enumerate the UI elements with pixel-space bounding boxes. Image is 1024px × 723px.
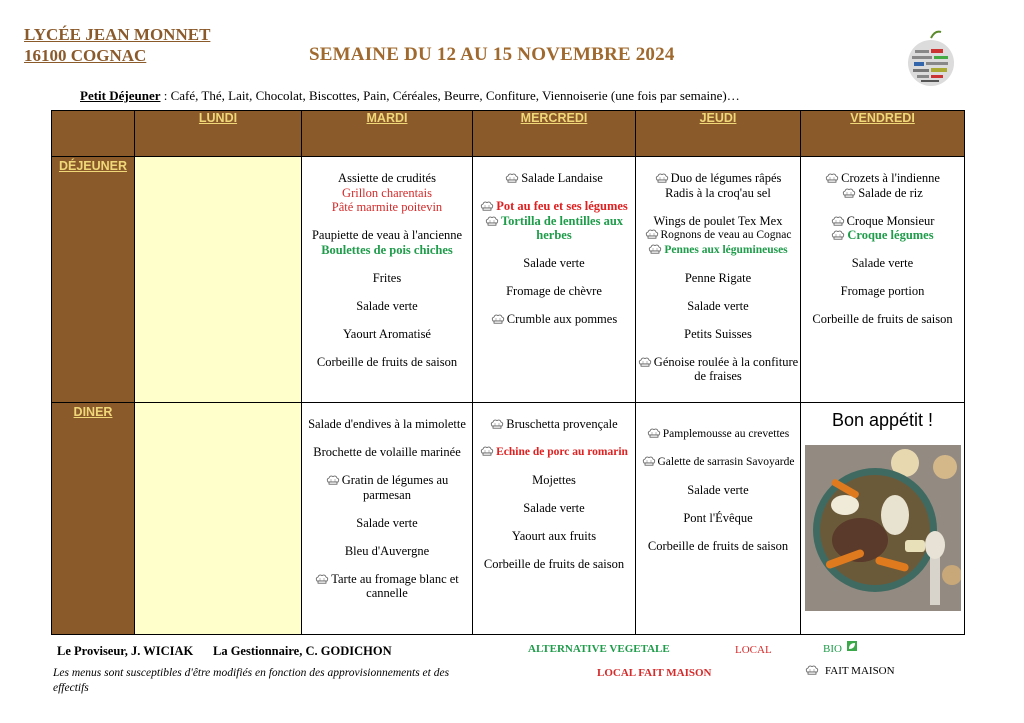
legend-local: LOCAL: [735, 644, 772, 656]
week-title: SEMAINE DU 12 AU 15 NOVEMBRE 2024: [309, 44, 675, 65]
chef-hat-icon: [491, 314, 505, 324]
menu-item: Yaourt aux fruits: [511, 529, 597, 543]
chef-hat-icon: [831, 230, 845, 240]
menu-item: Penne Rigate: [684, 270, 752, 285]
menu-item: Mojettes: [532, 473, 576, 487]
dinner-jeudi: [636, 403, 801, 635]
day-header-lundi: LUNDI: [135, 111, 302, 157]
legend-bio: BIO: [823, 643, 842, 655]
menu-item: Rognons de veau au Cognac: [660, 229, 792, 241]
menu-item: Salade de riz: [858, 185, 923, 200]
menu-item: Salade verte: [687, 483, 749, 497]
menu-item: Salade verte: [523, 501, 585, 515]
day-header-jeudi: JEUDI: [636, 111, 801, 157]
table-corner: [52, 111, 135, 157]
menu-item: Crumble aux pommes: [506, 312, 618, 326]
menu-item: Salade verte: [356, 515, 418, 530]
menu-item: Corbeille de fruits de saison: [812, 312, 953, 326]
legend-fait-maison: FAIT MAISON: [805, 665, 895, 677]
day-header-mardi: MARDI: [302, 111, 473, 157]
bio-leaf-icon: [847, 641, 857, 651]
menu-item: Grillon charentais: [342, 185, 432, 200]
menu-item: Fromage de chèvre: [506, 284, 602, 298]
dinner-mardi: [302, 403, 473, 635]
menu-item: Salade Landaise: [521, 171, 603, 185]
day-header-vendredi: VENDREDI: [801, 111, 965, 157]
chef-hat-icon: [315, 574, 329, 584]
menu-item: Pennes aux légumineuses: [664, 243, 788, 256]
menu-item: Salade verte: [523, 256, 585, 270]
meal-label-diner: DINER: [52, 403, 135, 635]
menu-item: Brochette de volaille marinée: [313, 445, 461, 459]
menu-item: Assiette de crudités: [338, 171, 436, 185]
menu-item: Bleu d'Auvergne: [344, 543, 430, 558]
dinner-lundi: [135, 403, 302, 635]
menu-item: Petits Suisses: [684, 326, 752, 341]
weekly-menu-table: [51, 110, 965, 635]
school-word-cloud-logo: [905, 28, 957, 88]
menu-item: Salade verte: [356, 298, 418, 313]
chef-hat-icon: [642, 456, 656, 466]
lunch-jeudi: [636, 157, 801, 403]
chef-hat-icon: [505, 173, 519, 183]
chef-hat-icon: [645, 229, 659, 239]
menu-item: Yaourt Aromatisé: [343, 326, 431, 341]
menu-item: Crozets à l'indienne: [841, 171, 940, 185]
bon-appetit-text: Bon appétit !: [831, 410, 934, 430]
menu-item: Radis à la croq'au sel: [665, 185, 771, 200]
menu-item: Pamplemousse au crevettes: [662, 428, 790, 440]
chef-hat-icon: [490, 419, 504, 429]
breakfast-text: : Café, Thé, Lait, Chocolat, Biscottes, Pain, Céréales, Beurre, Confiture, Viennoiserie (une fois par semaine)…: [160, 88, 740, 103]
pot-au-feu-image: [805, 445, 961, 611]
chef-hat-icon: [485, 216, 499, 226]
menu-item: Salade verte: [687, 298, 749, 313]
menu-item: Pâté marmite poitevin: [331, 200, 443, 214]
school-city: 16100 COGNAC: [24, 46, 147, 65]
chef-hat-icon: [648, 244, 662, 254]
menu-item: Tarte au fromage blanc et cannelle: [331, 571, 459, 600]
menu-item: Corbeille de fruits de saison: [316, 354, 458, 369]
menu-item: Gratin de légumes au parmesan: [341, 473, 449, 502]
meal-label-dejeuner: DÉJEUNER: [52, 157, 135, 403]
legend-local-fait-maison: LOCAL FAIT MAISON: [597, 667, 712, 679]
legend-alternative-vegetale: ALTERNATIVE VEGETALE: [528, 643, 670, 655]
menu-item: Salade verte: [851, 256, 914, 270]
dinner-vendredi: [801, 403, 965, 635]
menu-item: Pot au feu et ses légumes: [496, 199, 628, 213]
breakfast-label: Petit Déjeuner: [80, 88, 161, 103]
menu-item: Corbeille de fruits de saison: [647, 539, 789, 553]
chef-hat-icon: [480, 201, 494, 211]
disclaimer-note: Les menus sont susceptibles d'être modifiés en fonction des approvisionnements et des effectifs: [53, 667, 450, 694]
menu-item: Duo de légumes râpés: [670, 171, 782, 185]
menu-item: Galette de sarrasin Savoyarde: [657, 456, 795, 468]
menu-item: Pont l'Évêque: [683, 511, 753, 525]
proviseur-signature: Le Proviseur, J. WICIAK: [57, 644, 194, 658]
menu-item: Salade d'endives à la mimolette: [308, 417, 466, 431]
day-header-mercredi: MERCREDI: [473, 111, 636, 157]
menu-item: Fromage portion: [840, 284, 925, 298]
gestionnaire-signature: La Gestionnaire, C. GODICHON: [213, 644, 392, 658]
school-name: LYCÉE JEAN MONNET: [24, 25, 211, 44]
chef-hat-icon: [480, 446, 494, 456]
dinner-mercredi: [473, 403, 636, 635]
menu-item: Tortilla de lentilles aux herbes: [500, 213, 624, 242]
lunch-lundi: [135, 157, 302, 403]
menu-item: Corbeille de fruits de saison: [483, 557, 625, 571]
menu-item: Wings de poulet Tex Mex: [653, 213, 783, 228]
chef-hat-icon: [805, 665, 819, 675]
lunch-mercredi: [473, 157, 636, 403]
chef-hat-icon: [825, 173, 839, 183]
menu-item: Echine de porc au romarin: [496, 446, 628, 458]
menu-item: Croque Monsieur: [846, 213, 935, 228]
chef-hat-icon: [638, 357, 652, 367]
chef-hat-icon: [842, 188, 856, 198]
lunch-mardi: [302, 157, 473, 403]
menu-item: Frites: [372, 270, 402, 285]
chef-hat-icon: [655, 173, 669, 183]
breakfast-line: [80, 88, 740, 104]
chef-hat-icon: [647, 428, 661, 438]
chef-hat-icon: [831, 216, 845, 226]
menu-item: Croque légumes: [847, 228, 934, 242]
lunch-vendredi: [801, 157, 965, 403]
menu-item: Boulettes de pois chiches: [321, 242, 453, 257]
menu-item: Paupiette de veau à l'ancienne: [311, 228, 463, 242]
menu-item: Génoise roulée à la confiture de fraises: [653, 354, 799, 383]
menu-item: Bruschetta provençale: [506, 417, 618, 431]
chef-hat-icon: [326, 475, 340, 485]
